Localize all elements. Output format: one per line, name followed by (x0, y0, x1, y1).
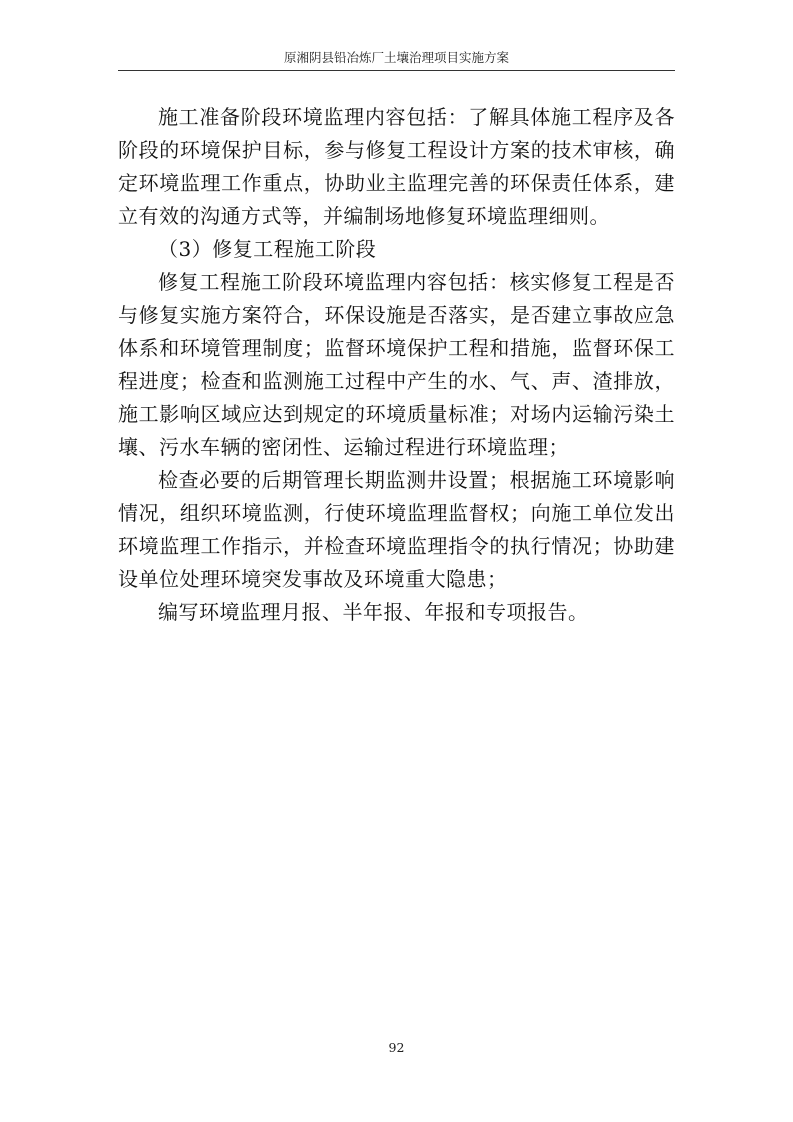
paragraph-reports: 编写环境监理月报、半年报、年报和专项报告。 (158, 600, 589, 624)
section-heading-construction-stage: （3）修复工程施工阶段 (158, 237, 377, 261)
paragraph-monitoring-wells: 检查必要的后期管理长期监测井设置；根据施工环境影响情况，组织环境监测，行使环境监理监督权；向施工单位发出环境监理工作指示，并检查环境监理指令的执行情况；协助建设单位处理环境突发事故及环境重大隐患； (118, 468, 675, 591)
page-number: 92 (388, 1040, 405, 1055)
paragraph-construction-content: 修复工程施工阶段环境监理内容包括：核实修复工程是否与修复实施方案符合，环保设施是否落实，是否建立事故应急体系和环境管理制度；监督环境保护工程和措施，监督环保工程进度；检查和监测施工过程中产生的水、气、声、渣排放，施工影响区域应达到规定的环境质量标准；对场内运输污染土壤、污水车辆的密闭性、运输过程进行环境监理； (118, 270, 675, 459)
page-body (118, 101, 675, 629)
document-title: 原湘阴县铅冶炼厂土壤治理项目实施方案 (283, 50, 509, 65)
paragraph-preparation: 施工准备阶段环境监理内容包括：了解具体施工程序及各阶段的环境保护目标，参与修复工程设计方案的技术审核，确定环境监理工作重点，协助业主监理完善的环保责任体系，建立有效的沟通方式等，并编制场地修复环境监理细则。 (118, 105, 675, 228)
running-header (118, 46, 675, 71)
